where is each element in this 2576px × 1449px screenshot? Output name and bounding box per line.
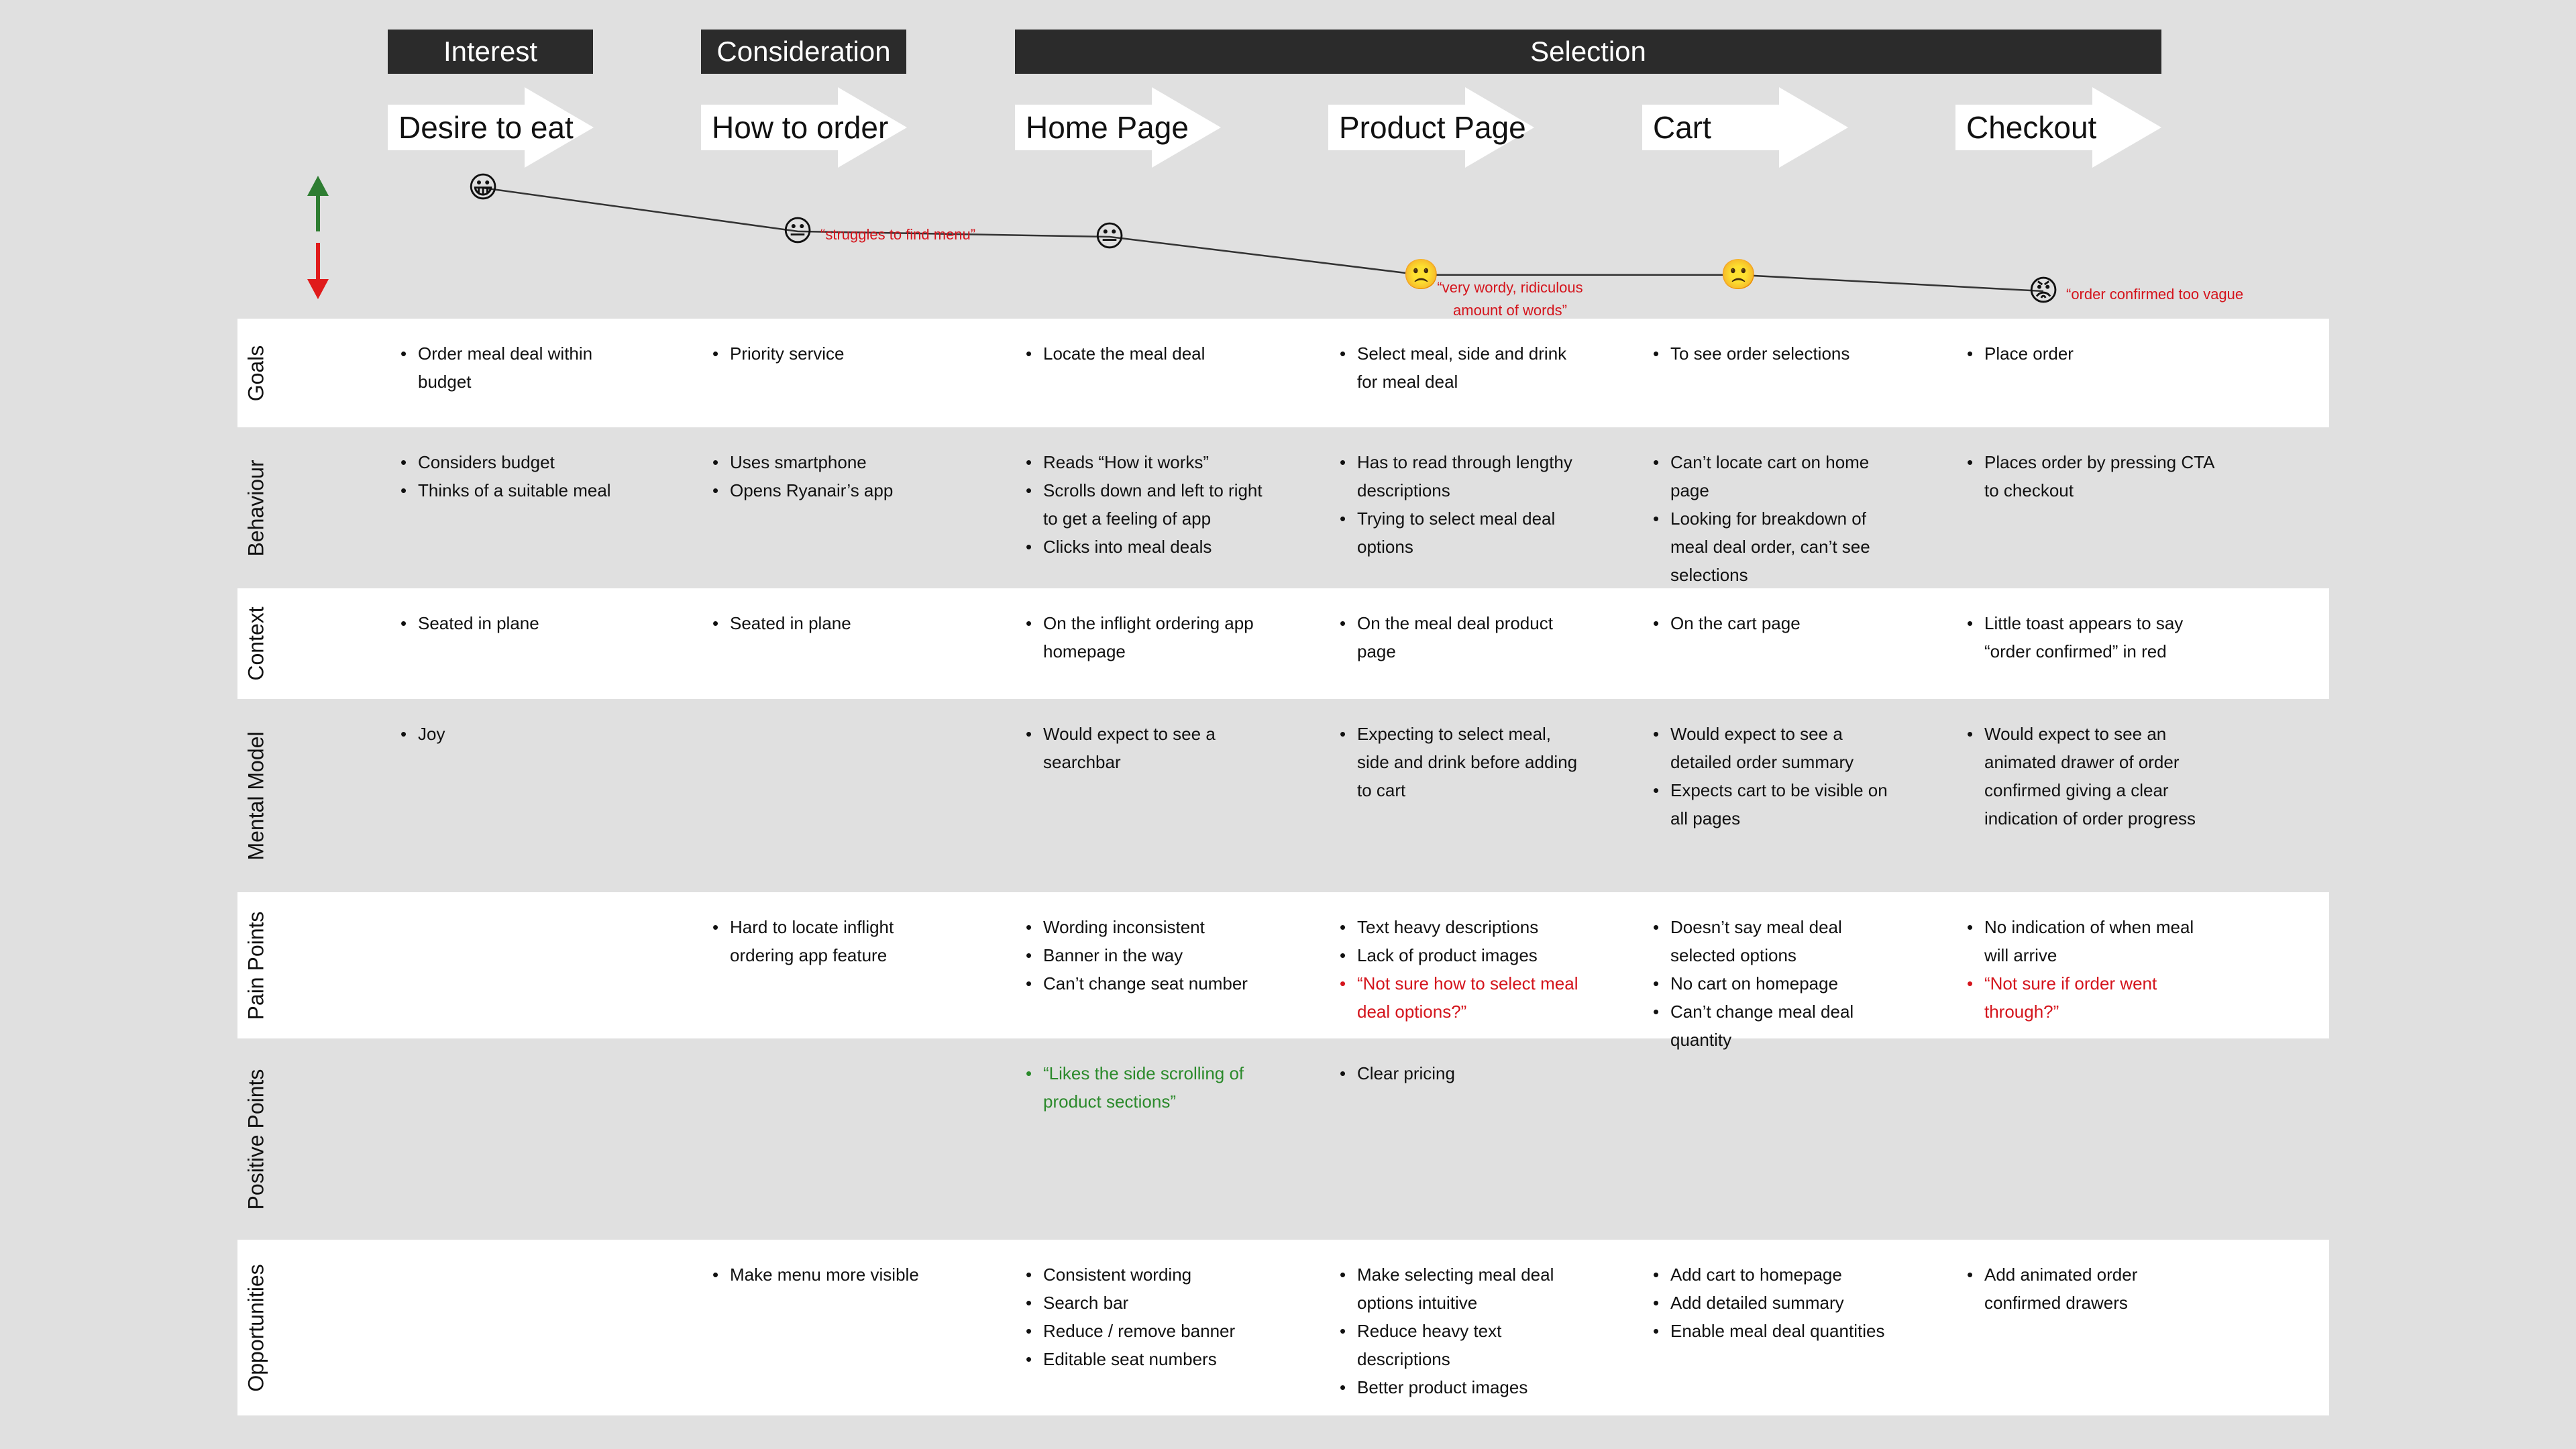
- bullet-item: • No indication of when meal will arrive: [1966, 913, 2214, 969]
- sentiment-emoji-icon: 🙁: [1720, 258, 1757, 291]
- cell-goals: [1338, 339, 1587, 396]
- bullet-item: • Clear pricing: [1338, 1059, 1587, 1087]
- cell-goals: [1024, 339, 1273, 368]
- row-label-pain-points: [237, 892, 275, 1038]
- row-label-text: Pain Points: [244, 911, 268, 1020]
- bullet-item: • Place order: [1966, 339, 2214, 368]
- cell-opportunities: [1338, 1260, 1587, 1401]
- bullet-item: • Can’t change meal deal quantity: [1652, 998, 1900, 1054]
- bullet-item: • Add cart to homepage: [1652, 1260, 1900, 1289]
- cell-pain-points: [1652, 913, 1900, 1054]
- bullet-item: • Banner in the way: [1024, 941, 1273, 969]
- bullet-item: • Joy: [399, 720, 647, 748]
- cell-behaviour: [711, 448, 959, 504]
- row-label-goals: [237, 319, 275, 427]
- row-label-text: Context: [244, 606, 268, 681]
- journey-step-label: Home Page: [1026, 110, 1189, 145]
- cell-goals: [711, 339, 959, 368]
- cell-goals: [399, 339, 647, 396]
- bullet-item: • Seated in plane: [399, 609, 647, 637]
- sentiment-emoji-icon: 😐: [782, 214, 813, 248]
- phase-consideration: Consideration: [701, 30, 906, 74]
- bullet-item: • Thinks of a suitable meal: [399, 476, 647, 504]
- cell-opportunities: [1966, 1260, 2214, 1317]
- cell-opportunities: [711, 1260, 959, 1289]
- row-label-positive-points: [237, 1038, 275, 1240]
- bullet-item: • Places order by pressing CTA to checkout: [1966, 448, 2214, 504]
- bullet-item: • Clicks into meal deals: [1024, 533, 1273, 561]
- bullet-item: • Add detailed summary: [1652, 1289, 1900, 1317]
- emotion-curve: [0, 0, 2576, 322]
- cell-goals: [1652, 339, 1900, 368]
- bullet-item: • Make selecting meal deal options intuitive: [1338, 1260, 1587, 1317]
- user-quote: “struggles to find menu”: [820, 225, 976, 243]
- journey-step-label: Product Page: [1339, 110, 1526, 145]
- cell-context: [711, 609, 959, 637]
- cell-mental-model: [1652, 720, 1900, 833]
- cell-pain-points: [1338, 913, 1587, 1026]
- bullet-item: • Can’t locate cart on home page: [1652, 448, 1900, 504]
- cell-behaviour: [1966, 448, 2214, 504]
- bullet-item: • Wording inconsistent: [1024, 913, 1273, 941]
- bullet-item: • To see order selections: [1652, 339, 1900, 368]
- cell-behaviour: [1338, 448, 1587, 561]
- sentiment-emoji-icon: 🙁: [1403, 258, 1440, 291]
- cell-pain-points: [1966, 913, 2214, 1026]
- bullet-item: • Search bar: [1024, 1289, 1273, 1317]
- bullet-item: • Looking for breakdown of meal deal order, can’t see selections: [1652, 504, 1900, 589]
- user-quote: “very wordy, ridiculous amount of words”: [1437, 278, 1583, 319]
- bullet-item: • Priority service: [711, 339, 959, 368]
- sentiment-emoji-icon: 😐: [1094, 220, 1125, 253]
- bullet-item: • Reduce heavy text descriptions: [1338, 1317, 1587, 1373]
- bullet-item: • Doesn’t say meal deal selected options: [1652, 913, 1900, 969]
- bullet-item: • Make menu more visible: [711, 1260, 959, 1289]
- cell-mental-model: [399, 720, 647, 748]
- row-label-text: Positive Points: [244, 1069, 268, 1210]
- bullet-item: • Has to read through lengthy descriptions: [1338, 448, 1587, 504]
- row-positive-points: [237, 1038, 2329, 1240]
- cell-context: [399, 609, 647, 637]
- bullet-item: • Locate the meal deal: [1024, 339, 1273, 368]
- bullet-item: • Scrolls down and left to right to get a feeling of app: [1024, 476, 1273, 533]
- cell-pain-points: [711, 913, 959, 969]
- cell-mental-model: [1966, 720, 2214, 833]
- bullet-item: • No cart on homepage: [1652, 969, 1900, 998]
- bullet-item: • “Not sure if order went through?”: [1966, 969, 2214, 1026]
- sentiment-emoji-icon: 😡: [2028, 274, 2059, 307]
- bullet-item: • Can’t change seat number: [1024, 969, 1273, 998]
- cell-mental-model: [1024, 720, 1273, 776]
- cell-opportunities: [1024, 1260, 1273, 1373]
- bullet-item: • Reads “How it works”: [1024, 448, 1273, 476]
- bullet-item: • Would expect to see a searchbar: [1024, 720, 1273, 776]
- cell-context: [1024, 609, 1273, 665]
- up-arrow-icon: [307, 176, 329, 231]
- bullet-item: • Add animated order confirmed drawers: [1966, 1260, 2214, 1317]
- cell-goals: [1966, 339, 2214, 368]
- bullet-item: • Enable meal deal quantities: [1652, 1317, 1900, 1345]
- cell-pain-points: [1024, 913, 1273, 998]
- journey-step-label: How to order: [712, 110, 889, 145]
- row-label-text: Behaviour: [244, 459, 268, 557]
- cell-positive-points: [1024, 1059, 1273, 1116]
- sentiment-emoji-icon: 😀: [468, 171, 498, 205]
- bullet-item: • Would expect to see a detailed order summary: [1652, 720, 1900, 776]
- bullet-item: • Expects cart to be visible on all pages: [1652, 776, 1900, 833]
- bullet-item: • Editable seat numbers: [1024, 1345, 1273, 1373]
- bullet-item: • Seated in plane: [711, 609, 959, 637]
- phase-interest: Interest: [388, 30, 593, 74]
- cell-positive-points: [1338, 1059, 1587, 1087]
- cell-mental-model: [1338, 720, 1587, 804]
- bullet-item: • Text heavy descriptions: [1338, 913, 1587, 941]
- journey-step-label: Checkout: [1966, 110, 2097, 145]
- bullet-item: • Uses smartphone: [711, 448, 959, 476]
- journey-step-label: Cart: [1653, 110, 1711, 145]
- bullet-item: • Trying to select meal deal options: [1338, 504, 1587, 561]
- row-label-mental-model: [237, 699, 275, 892]
- row-label-behaviour: [237, 427, 275, 588]
- bullet-item: • “Likes the side scrolling of product sections”: [1024, 1059, 1273, 1116]
- bullet-item: • Opens Ryanair’s app: [711, 476, 959, 504]
- sentiment-line: [483, 188, 2043, 291]
- bullet-item: • Hard to locate inflight ordering app feature: [711, 913, 959, 969]
- bullet-item: • Select meal, side and drink for meal deal: [1338, 339, 1587, 396]
- row-label-text: Goals: [244, 345, 268, 401]
- cell-behaviour: [1024, 448, 1273, 561]
- bullet-item: • “Not sure how to select meal deal options?”: [1338, 969, 1587, 1026]
- bullet-item: • Order meal deal within budget: [399, 339, 647, 396]
- phase-selection: Selection: [1015, 30, 2161, 74]
- bullet-item: • Lack of product images: [1338, 941, 1587, 969]
- down-arrow-icon: [307, 243, 329, 299]
- row-label-text: Mental Model: [244, 731, 268, 861]
- cell-behaviour: [399, 448, 647, 504]
- row-label-text: Opportunities: [244, 1263, 268, 1392]
- bullet-item: • Considers budget: [399, 448, 647, 476]
- bullet-item: • On the cart page: [1652, 609, 1900, 637]
- cell-context: [1338, 609, 1587, 665]
- cell-opportunities: [1652, 1260, 1900, 1345]
- bullet-item: • Reduce / remove banner: [1024, 1317, 1273, 1345]
- bullet-item: • Better product images: [1338, 1373, 1587, 1401]
- row-label-opportunities: [237, 1240, 275, 1415]
- cell-context: [1652, 609, 1900, 637]
- cell-context: [1966, 609, 2214, 665]
- bullet-item: • Little toast appears to say “order confirmed” in red: [1966, 609, 2214, 665]
- bullet-item: • Would expect to see an animated drawer of order confirmed giving a clear indication of order progress: [1966, 720, 2214, 833]
- row-label-context: [237, 588, 275, 699]
- journey-step-label: Desire to eat: [398, 110, 574, 145]
- bullet-item: • Expecting to select meal, side and drink before adding to cart: [1338, 720, 1587, 804]
- cell-behaviour: [1652, 448, 1900, 589]
- user-quote: “order confirmed too vague: [2066, 286, 2244, 303]
- bullet-item: • On the inflight ordering app homepage: [1024, 609, 1273, 665]
- bullet-item: • On the meal deal product page: [1338, 609, 1587, 665]
- bullet-item: • Consistent wording: [1024, 1260, 1273, 1289]
